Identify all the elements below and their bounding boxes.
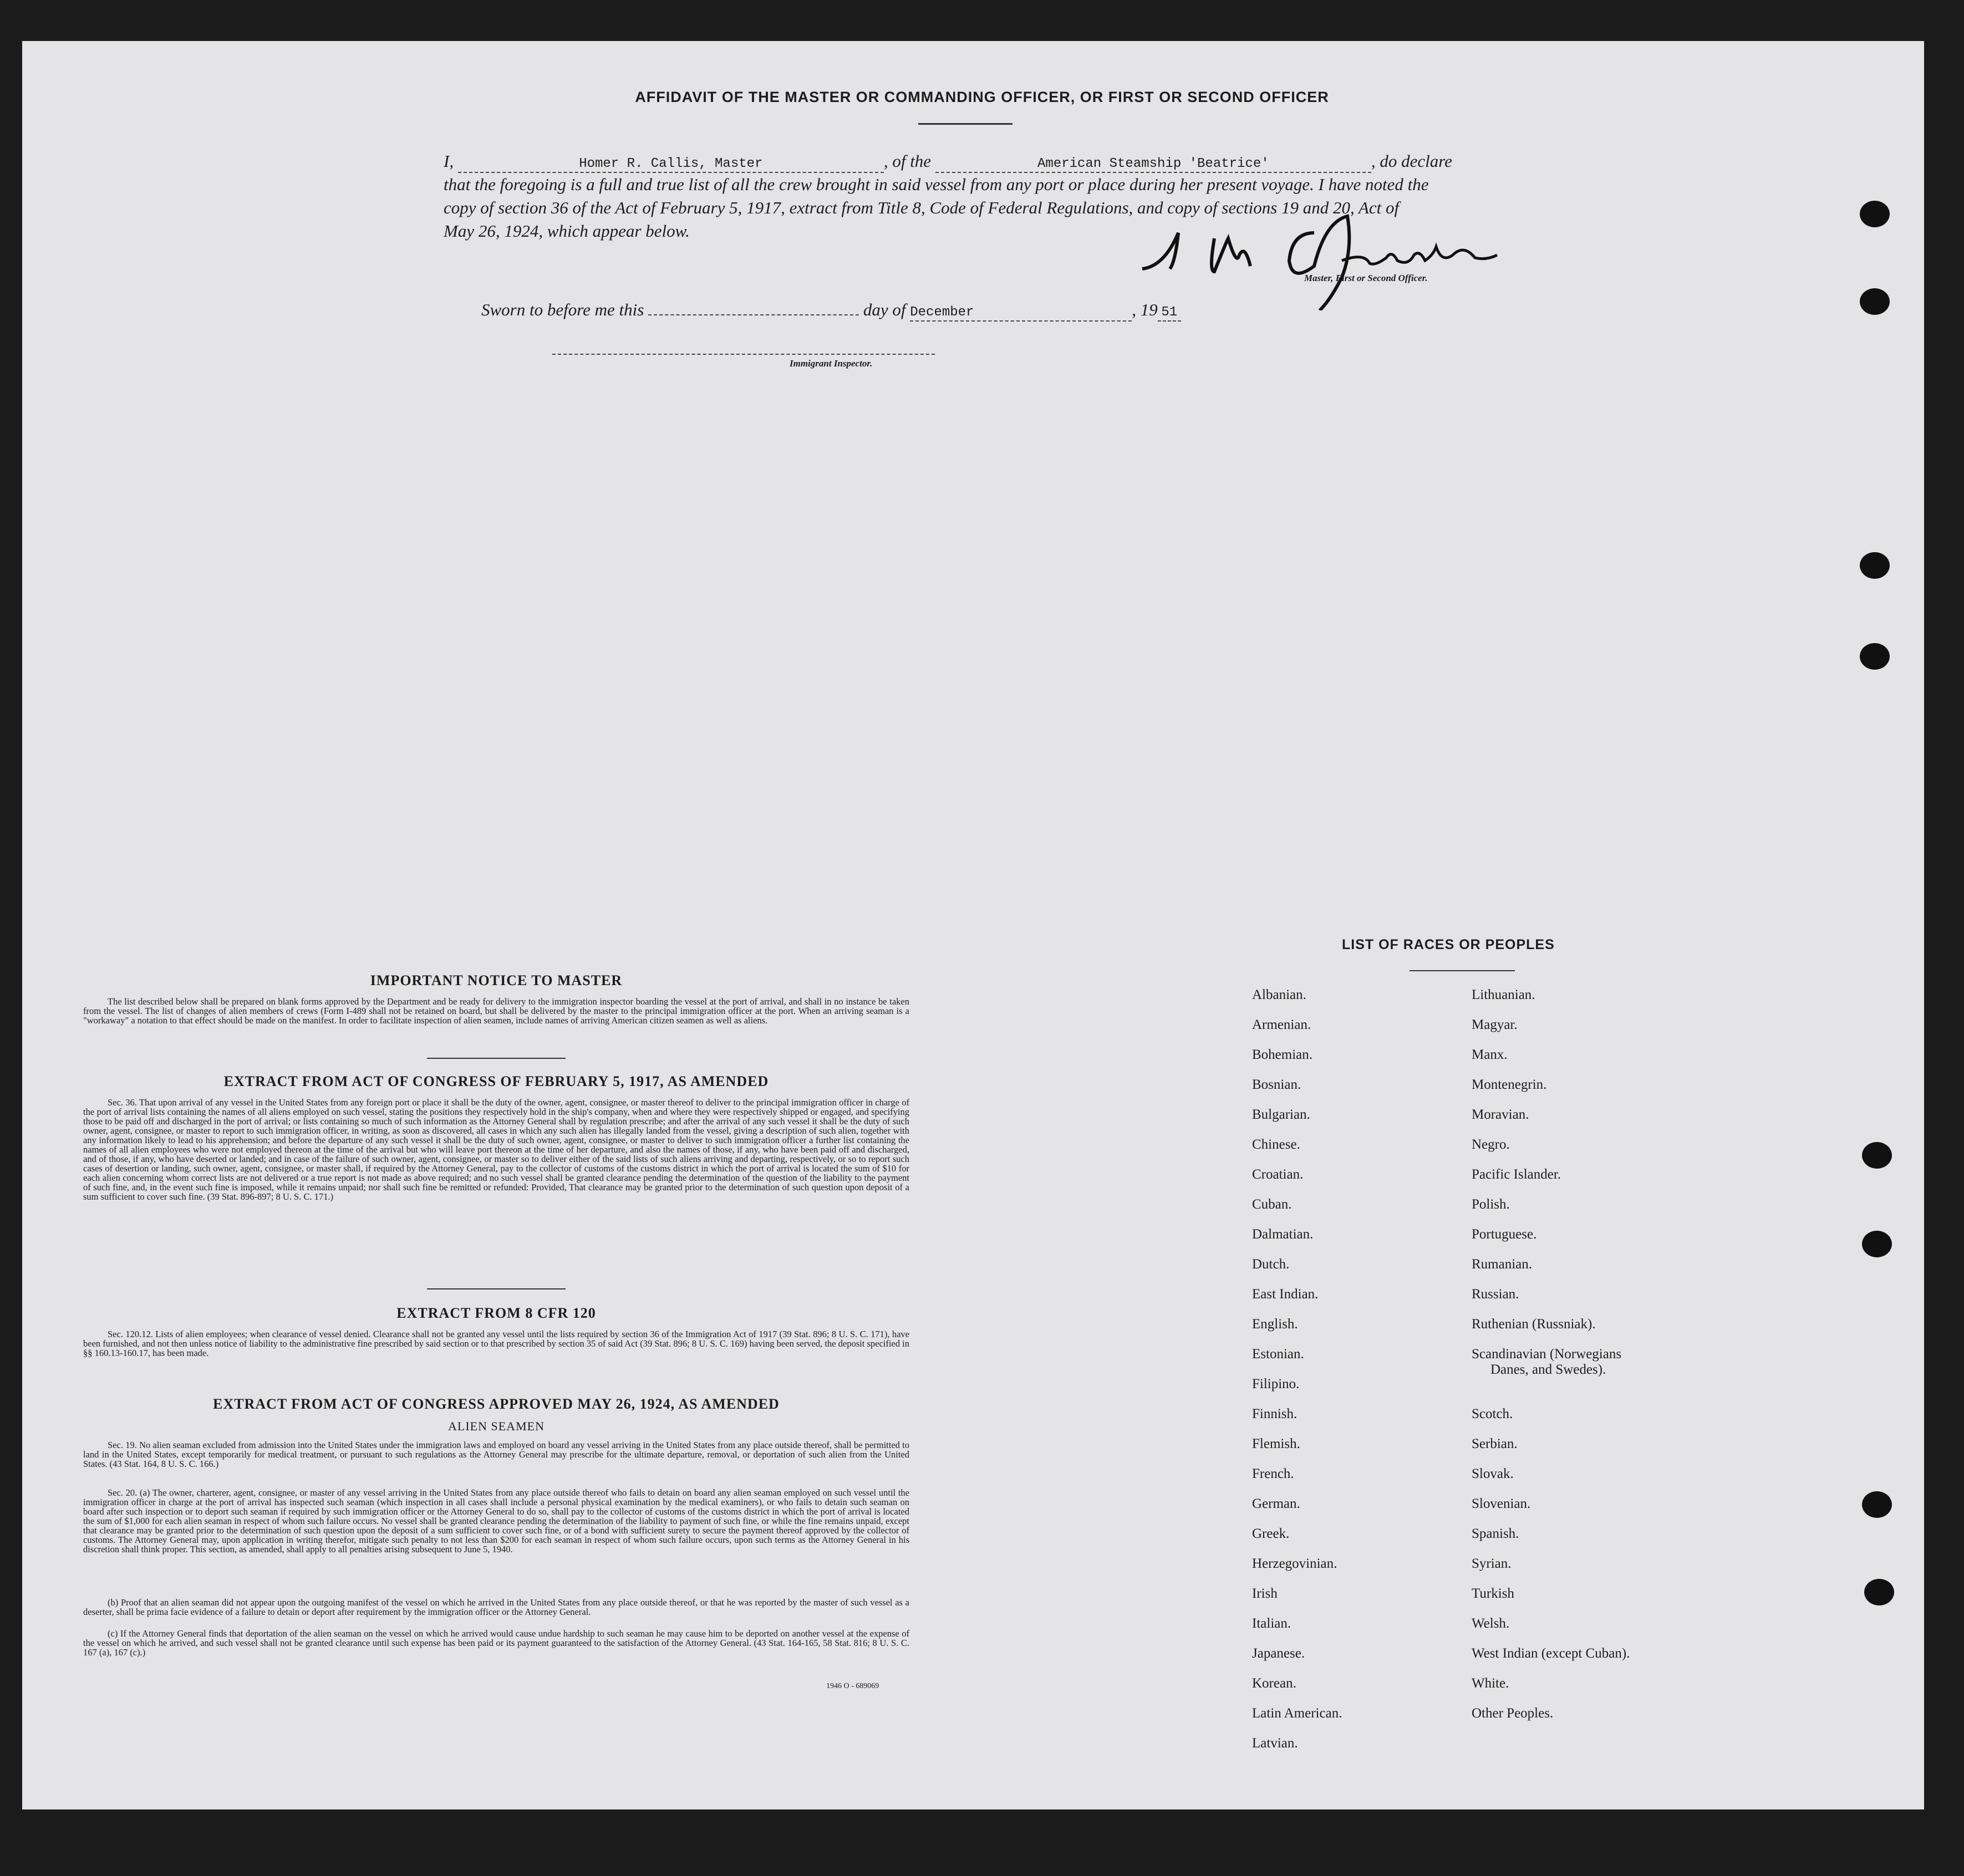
divider-1 xyxy=(427,1058,566,1059)
race-item: Portuguese. xyxy=(1472,1227,1537,1242)
affidavit-line-1 xyxy=(444,149,1497,174)
affidavit-title: AFFIDAVIT OF THE MASTER OR COMMANDING OFFICER, OR FIRST OR SECOND OFFICER xyxy=(635,89,1329,105)
extract-1924-sec19: Sec. 19. No alien seaman excluded from admission into the United States under the immigration laws and employed on board any vessel arriving in the United States from any place outside thereof, shall be permitted to land in the United States, except temporarily for medical treatment, or pursuant to such regulations as the Attorney General may prescribe for the ultimate departure, removal, or deportation of such alien from the United States. (43 Stat. 164, 8 U. S. C. 166.) xyxy=(83,1440,909,1469)
race-item: Greek. xyxy=(1252,1526,1290,1541)
race-item: Flemish. xyxy=(1252,1436,1300,1451)
race-item: Russian. xyxy=(1472,1287,1519,1302)
race-item: Serbian. xyxy=(1472,1436,1518,1451)
punch-hole xyxy=(1860,643,1890,670)
race-item: Danes, and Swedes). xyxy=(1490,1362,1606,1377)
race-item: East Indian. xyxy=(1252,1287,1319,1302)
affidavit-line-2: that the foregoing is a full and true list of all the crew brought in said vessel from any port or place during her present voyage. I have noted the xyxy=(444,175,1429,194)
race-item: Croatian. xyxy=(1252,1167,1304,1182)
race-item: Cuban. xyxy=(1252,1197,1292,1212)
inspector-signature-line[interactable] xyxy=(552,354,935,355)
sworn-month-field[interactable]: December xyxy=(910,305,1132,322)
race-item: Herzegovinian. xyxy=(1252,1556,1337,1571)
vessel-name-field[interactable]: American Steamship 'Beatrice' xyxy=(935,156,1371,173)
race-item: Lithuanian. xyxy=(1472,987,1535,1002)
punch-hole xyxy=(1860,201,1890,227)
race-item: Slovenian. xyxy=(1472,1496,1531,1511)
extract-1924-subtitle: ALIEN SEAMEN xyxy=(448,1419,545,1433)
races-divider xyxy=(1410,970,1515,971)
race-item: Spanish. xyxy=(1472,1526,1519,1541)
extract-1924-title: EXTRACT FROM ACT OF CONGRESS APPROVED MAY 26, 1924, AS AMENDED xyxy=(213,1396,780,1412)
affidavit-line-4: May 26, 1924, which appear below. xyxy=(444,221,690,241)
race-item: Bosnian. xyxy=(1252,1077,1301,1092)
day-of-label: day of xyxy=(863,300,906,319)
race-item: Estonian. xyxy=(1252,1347,1304,1362)
race-item: Japanese. xyxy=(1252,1646,1305,1661)
race-item: West Indian (except Cuban). xyxy=(1472,1646,1630,1661)
notice-title: IMPORTANT NOTICE TO MASTER xyxy=(370,972,623,988)
punch-hole xyxy=(1862,1491,1892,1518)
race-item: Bulgarian. xyxy=(1252,1107,1310,1122)
race-item: Rumanian. xyxy=(1472,1257,1533,1272)
race-item: Bohemian. xyxy=(1252,1047,1313,1062)
race-item: Manx. xyxy=(1472,1047,1508,1062)
race-item: Syrian. xyxy=(1472,1556,1512,1571)
extract-1924-sec20b: (b) Proof that an alien seaman did not appear upon the outgoing manifest of the vessel on which he arrived in the United States from any place outside thereof, or that he was reported by the master of such vessel as a deserter, shall be prima facie evidence of a failure to detain or deport after requirement by the immigration officer or the Attorney General. xyxy=(83,1597,909,1617)
affidavit-line-3: copy of section 36 of the Act of February 5, 1917, extract from Title 8, Code of Federal Regulations, and copy of sections 19 and 20, Act of xyxy=(444,198,1400,217)
sworn-label: Sworn to before me this xyxy=(481,300,644,319)
race-item: Italian. xyxy=(1252,1616,1291,1631)
divider-2 xyxy=(427,1288,566,1289)
race-item: Turkish xyxy=(1472,1586,1514,1601)
race-item: Other Peoples. xyxy=(1472,1706,1554,1721)
inspector-caption: Immigrant Inspector. xyxy=(790,358,873,369)
extract-1924-sec20c: (c) If the Attorney General finds that deportation of the alien seaman on the vessel on which he arrived would cause undue hardship to such seaman he may cause him to be deported on another vessel at the expense of the vessel on which he arrived, and such vessel shall not be granted clearance until such expense has been paid or its payment guaranteed to the satisfaction of the Attorney General. (43 Stat. 164-165, 58 Stat. 816; 8 U. S. C. 167 (a), 167 (c).) xyxy=(83,1628,909,1658)
race-item: Polish. xyxy=(1472,1197,1510,1212)
race-item: Finnish. xyxy=(1252,1406,1298,1421)
race-item: German. xyxy=(1252,1496,1300,1511)
race-item: Irish xyxy=(1252,1586,1278,1601)
master-signature xyxy=(1131,200,1519,310)
print-code: 1946 O - 689069 xyxy=(826,1682,879,1690)
sworn-year-field[interactable]: 51 xyxy=(1158,305,1181,322)
of-the-label: , of the xyxy=(883,151,932,171)
sworn-day-field[interactable] xyxy=(648,314,859,315)
extract-1917-title: EXTRACT FROM ACT OF CONGRESS OF FEBRUARY 5, 1917, AS AMENDED xyxy=(223,1073,769,1089)
extract-1917-body: Sec. 36. That upon arrival of any vessel in the United States from any foreign port or place it shall be the duty of the owner, agent, consignee, or master thereof to deliver to the principal immigration officer in charge of the port of arrival lists containing the names of all aliens employed on such vessel, stating the positions they respectively hold in the ship's company, when and where they were respectively shipped or engaged, and specifying those to be paid off and discharged in the port of arrival; or lists containing so much of such information as the Attorney General shall by regulation prescribe; and after the arrival of any such vessel it shall be the duty of such owner, agent, consignee, or master to report to such immigration officer, in writing, as soon as discovered, all cases in which any such alien has illegally landed from the vessel, giving a description of such alien, together with any information likely to lead to his apprehension; and before the departure of any such vessel it shall be the duty of such owner, agent, consignee, or master to deliver to such immigration officer a further list containing the names of all alien employees who were not employed thereon at the time of the arrival but who will leave port thereon at the time of her departure, and also the names of those, if any, who have been paid off and discharged, and of those, if any, who have deserted or landed; and in case of the failure of such owner, agent, consignee, or master so to deliver either of the said lists of such aliens arriving and departing, respectively, or so to report such cases of desertion or landing, such owner, agent, consignee, or master shall, if required by the Attorney General, pay to the collector of customs of the customs district in which the port of arrival is located the sum of $10 for each alien concerning whom correct lists are not delivered or a true report is not made as above required; and no such vessel shall be granted clearance pending the determination of the question of the liability to the payment of such fine, and, in the event such fine is imposed, while it remains unpaid; nor shall such fine be remitted or refunded: Provided, That clearance may be granted prior to the determination of such question upon deposit of a sum sufficient to cover such fine. (39 Stat. 896-897; 8 U. S. C. 171.) xyxy=(83,1097,909,1202)
race-item: Slovak. xyxy=(1472,1466,1514,1481)
title-divider xyxy=(918,123,1012,125)
signature-caption: Master, First or Second Officer. xyxy=(1304,273,1428,283)
race-item: Scandinavian (Norwegians xyxy=(1472,1347,1622,1362)
race-item: Filipino. xyxy=(1252,1377,1300,1391)
race-item: English. xyxy=(1252,1317,1298,1332)
race-item: French. xyxy=(1252,1466,1294,1481)
race-item: Armenian. xyxy=(1252,1017,1311,1032)
master-name-field[interactable]: Homer R. Callis, Master xyxy=(458,156,884,173)
race-item: Korean. xyxy=(1252,1676,1296,1691)
race-item: Dutch. xyxy=(1252,1257,1290,1272)
extract-cfr-title: EXTRACT FROM 8 CFR 120 xyxy=(396,1305,596,1321)
race-item: Latvian. xyxy=(1252,1736,1298,1751)
punch-hole xyxy=(1864,1579,1894,1605)
race-item: Magyar. xyxy=(1472,1017,1518,1032)
races-title: LIST OF RACES OR PEOPLES xyxy=(1342,937,1555,952)
race-item: Pacific Islander. xyxy=(1472,1167,1561,1182)
race-item: Negro. xyxy=(1472,1137,1510,1152)
affidavit-i: I, xyxy=(444,151,454,171)
punch-hole xyxy=(1860,552,1890,579)
race-item: Montenegrin. xyxy=(1472,1077,1547,1092)
year-prefix: , 19 xyxy=(1132,300,1158,319)
race-item: Welsh. xyxy=(1472,1616,1510,1631)
do-declare-label: , do declare xyxy=(1371,151,1452,171)
sworn-line xyxy=(481,297,1258,323)
race-item: Chinese. xyxy=(1252,1137,1300,1152)
race-item: Latin American. xyxy=(1252,1706,1342,1721)
race-item: White. xyxy=(1472,1676,1509,1691)
punch-hole xyxy=(1862,1142,1892,1169)
punch-hole xyxy=(1862,1231,1892,1257)
notice-body: The list described below shall be prepared on blank forms approved by the Department and be ready for delivery to the immigration inspector boarding the vessel at the port of arrival, and shall in no instance be taken from the vessel. The list of changes of alien members of crews (Form I-489 shall not be retained on board, but shall be delivered by the master to the principal immigration officer at the port. When an arriving seaman is a "workaway" a notation to that effect should be made on the manifest. In order to facilitate inspection of alien seamen, include names of arriving American citizen seamen as well as aliens. xyxy=(83,996,909,1026)
race-item: Scotch. xyxy=(1472,1406,1513,1421)
extract-cfr-body: Sec. 120.12. Lists of alien employees; when clearance of vessel denied. Clearance shall not be granted any vessel until the lists required by section 36 of the Immigration Act of 1917 (39 Stat. 896; 8 U. S. C. 171), have been furnished, and not then unless notice of liability to the administrative fine prescribed by said section or to that prescribed by section 35 of said Act (39 Stat. 896; 8 U. S. C. 169) having been served, the deposit specified in §§ 160.13-160.17, has been made. xyxy=(83,1329,909,1358)
race-item: Moravian. xyxy=(1472,1107,1529,1122)
extract-1924-sec20a: Sec. 20. (a) The owner, charterer, agent, consignee, or master of any vessel arriving in the United States from any place outside thereof who fails to detain on board any alien seaman employed on such vessel until the immigration officer in charge at the port of arrival has inspected such seaman (which inspection in all cases shall include a personal physical examination by the medical examiners), or who fails to detain such seaman on board after such inspection or to deport such seaman if required by such immigration officer or the Attorney General to do so, shall pay to the collector of customs of the customs district in which the port of arrival is located the sum of $1,000 for each alien seaman in respect of whom such failure occurs. No vessel shall be granted clearance pending the determination of the liability to payment of such fine, or while the fine remains unpaid, except that clearance may be granted prior to the determination of such question upon the deposit of a sum sufficient to cover such fine, or of a bond with sufficient surety to secure the payment thereof approved by the collector of customs. The Attorney General may, upon application in writing therefor, mitigate such penalty to not less than $200 for each seaman in respect of whom such failure occurs, upon such terms as the Attorney General in his discretion shall think proper. This section, as amended, shall apply to all penalties arising subsequent to June 5, 1940. xyxy=(83,1487,909,1554)
race-item: Ruthenian (Russniak). xyxy=(1472,1317,1596,1332)
punch-hole xyxy=(1860,288,1890,315)
race-item: Dalmatian. xyxy=(1252,1227,1314,1242)
race-item: Albanian. xyxy=(1252,987,1306,1002)
